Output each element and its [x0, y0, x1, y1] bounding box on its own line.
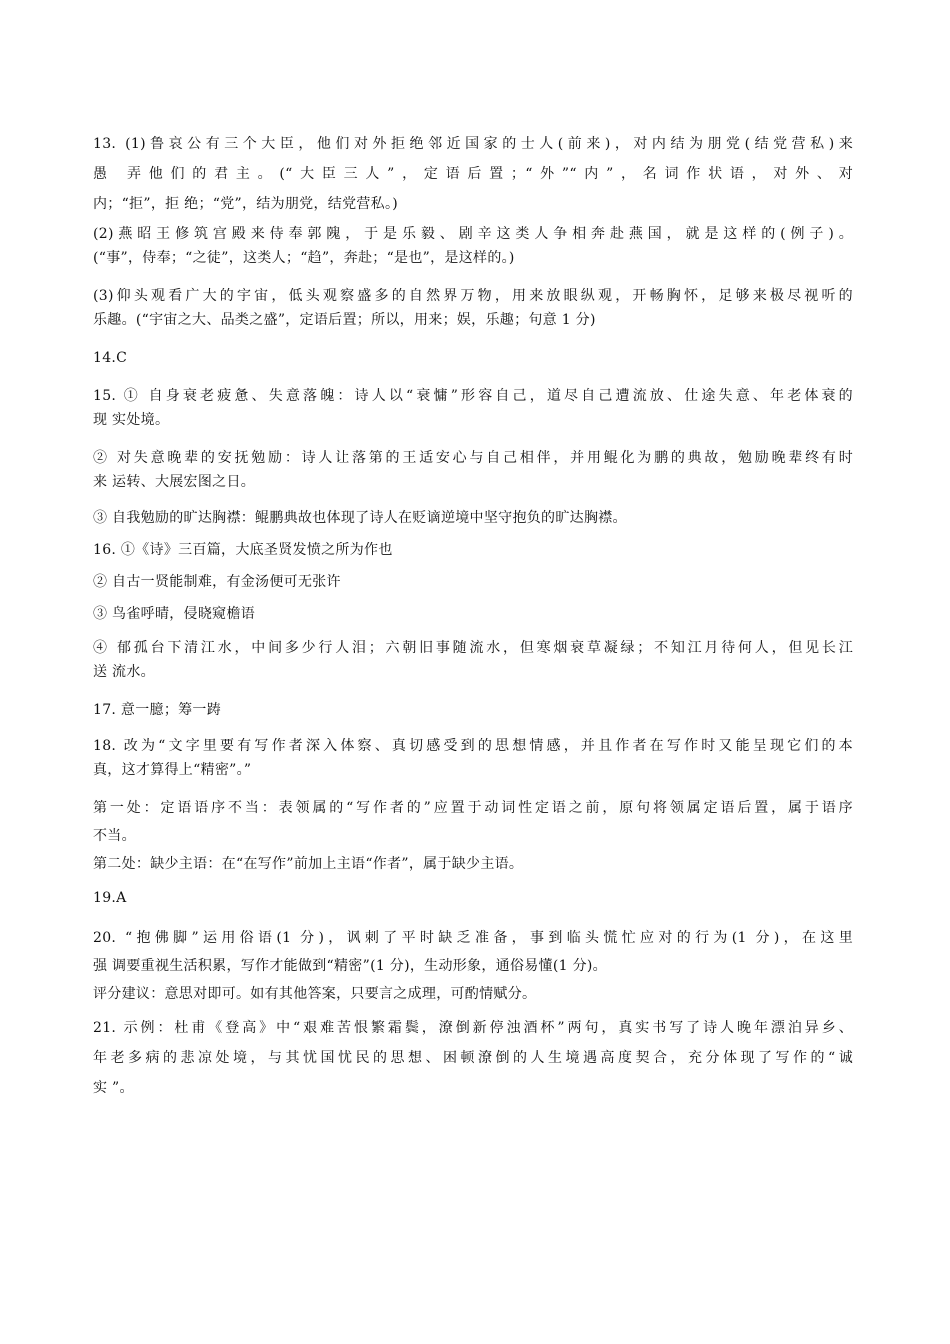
q17-answer: 17. 意一臆；筹一踌: [93, 702, 222, 718]
q13-line-7: 乐趣。(“宇宙之大、品类之盛”，定语后置；所以，用来；娱，乐趣；句意 1 分): [93, 312, 596, 328]
q15-line-2: 现 实处境。: [93, 412, 170, 428]
q18-line-2: 真，这才算得上“精密”。”: [93, 762, 252, 778]
q13-line-1: 13. (1)鲁哀公有三个大臣，他们对外拒绝邻近国家的士人(前来)，对内结为朋党(结党营私)来: [93, 136, 853, 152]
q21-line-1: 21. 示例：杜甫《登高》中“艰难苦恨繁霜鬓，潦倒新停浊酒杯”两句，真实书写了诗人晚年漂泊异乡、: [93, 1020, 853, 1036]
q21-line-3: 实 ”。: [93, 1080, 134, 1096]
q16-line-2: ② 自古一贤能制难，有金汤便可无张许: [93, 574, 341, 590]
q16-line-4: ④ 郁孤台下清江水，中间多少行人泪；六朝旧事随流水，但寒烟衰草凝绿；不知江月待何人，但见长江: [93, 640, 853, 656]
q20-line-2: 强 调要重视生活积累，写作才能做到“精密”(1 分)，生动形象，通俗易懂(1 分)。: [93, 958, 607, 974]
q13-line-2: 愚 弄他们的君主。(“大臣三人”，定语后置；“外”“内”，名词作状语，对外、对: [93, 166, 853, 182]
q13-line-3: 内；“拒”，拒 绝；“党”，结为朋党，结党营私。): [93, 196, 399, 212]
q13-line-4: (2)燕昭王修筑宫殿来侍奉郭隗，于是乐毅、剧辛这类人争相奔赴燕国，就是这样的(例子)。: [93, 226, 853, 242]
q18-line-4: 不当。: [93, 828, 136, 844]
q16-line-3: ③ 鸟雀呼晴，侵晓窥檐语: [93, 606, 256, 622]
q14-answer: 14.C: [93, 350, 128, 366]
q20-line-3: 评分建议：意思对即可。如有其他答案，只要言之成理，可酌情赋分。: [93, 986, 537, 1002]
q16-line-5: 送 流水。: [93, 664, 155, 680]
q15-line-3: ② 对失意晚辈的安抚勉励：诗人让落第的王适安心与自己相伴，并用鲲化为鹏的典故，勉励晚辈终有时: [93, 450, 853, 466]
q15-line-5: ③ 自我勉励的旷达胸襟：鲲鹏典故也体现了诗人在贬谪逆境中坚守抱负的旷达胸襟。: [93, 510, 627, 526]
q18-line-3: 第一处：定语语序不当：表领属的“写作者的”应置于动词性定语之前，原句将领属定语后置，属于语序: [93, 800, 853, 816]
q20-line-1: 20. “抱佛脚”运用俗语(1 分)，讽刺了平时缺乏准备，事到临头慌忙应对的行为(1 分)，在这里: [93, 930, 853, 946]
q13-line-6: (3)仰头观看广大的宇宙，低头观察盛多的自然界万物，用来放眼纵观，开畅胸怀，足够来极尽视听的: [93, 288, 853, 304]
q15-line-4: 来 运转、大展宏图之日。: [93, 474, 256, 490]
q13-line-5: (“事”，侍奉；“之徒”，这类人；“趋”，奔赴；“是也”，是这样的。): [93, 250, 515, 266]
q16-line-1: 16. ①《诗》三百篇，大底圣贤发愤之所为作也: [93, 542, 393, 558]
q15-line-1: 15. ① 自身衰老疲惫、失意落魄：诗人以“衰慵”形容自己，道尽自己遭流放、仕途失意、年老体衰的: [93, 388, 853, 404]
q18-line-5: 第二处：缺少主语：在“在写作”前加上主语“作者”，属于缺少主语。: [93, 856, 524, 872]
q19-answer: 19.A: [93, 890, 127, 906]
q21-line-2: 年老多病的悲凉处境，与其忧国忧民的思想、困顿潦倒的人生境遇高度契合，充分体现了写作的“诚: [93, 1050, 853, 1066]
q18-line-1: 18. 改为“文字里要有写作者深入体察、真切感受到的思想情感，并且作者在写作时又能呈现它们的本: [93, 738, 853, 754]
